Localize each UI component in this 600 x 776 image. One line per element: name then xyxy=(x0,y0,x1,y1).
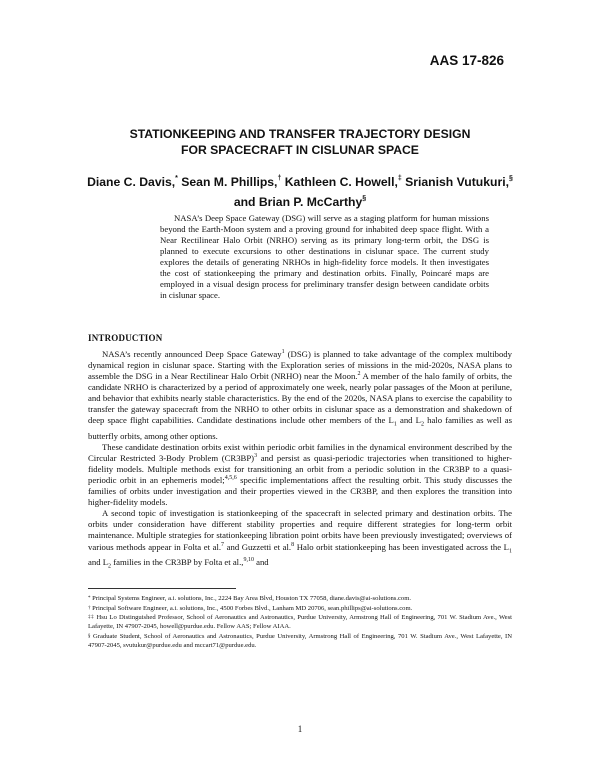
title-line-1: STATIONKEEPING AND TRANSFER TRAJECTORY DESIGN xyxy=(129,127,471,141)
paragraph xyxy=(88,508,512,573)
paper-id: AAS 17-826 xyxy=(429,53,504,68)
text-run: halo families as well as butterfly orbits, among other options. xyxy=(88,415,512,442)
footnote-text: Principal Systems Engineer, a.i. solutions, Inc., 2224 Bay Area Blvd, Houston TX 77058, diane.davis@ai-solutions.com. xyxy=(90,595,412,602)
paragraph xyxy=(88,349,512,442)
author-name: Diane C. Davis, xyxy=(87,175,176,190)
text-run: A member of the halo family of orbits, the candidate NRHO is characterized by a period of approximately one week, nearly polar passages of the Moon at perilune, and behavior that exhibits nearly stable characteristics. By the end of the 2020s, NASA plans to exercise the capability to transfer the gateway spacecraft from the NRHO to other orbits in cislunar space as a demonstration and shakedown of deep space flight capabilities. Candidate destinations include other members of the L xyxy=(88,371,512,426)
author-footnote-mark: ‡ xyxy=(397,175,402,182)
footnote-mark: * xyxy=(88,596,91,601)
introduction-body xyxy=(88,349,512,573)
subscript: 1 xyxy=(509,548,512,555)
author-footnote-mark: † xyxy=(277,175,282,182)
citation-mark: 1 xyxy=(281,349,285,355)
footnote-text: Graduate Student, School of Aeronautics and Astronautics, Purdue University, Armstrong Hall of Engineering, 701 W. Stadium Ave., West Lafayette, IN 47907-2045, svutukur@purdue.edu and mccart71@purdue.edu. xyxy=(88,632,512,649)
text-run: These candidate destination orbits exist within periodic orbit families in the dynamical environment described by the Circular Restricted 3-Body Problem (CR3BP) xyxy=(88,442,512,464)
author-name: Sean M. Phillips, xyxy=(177,175,278,190)
citation-mark: 2 xyxy=(357,371,361,378)
footnote-divider xyxy=(88,588,236,589)
citation-mark: 3 xyxy=(254,453,258,460)
title-line-2: FOR SPACECRAFT IN CISLUNAR SPACE xyxy=(181,143,419,157)
text-run: and Guzzetti et al. xyxy=(224,541,292,552)
footnote xyxy=(88,614,512,631)
footnote xyxy=(88,605,512,614)
paragraph xyxy=(88,442,512,508)
footnote-mark: † xyxy=(88,605,91,611)
citation-mark: 8 xyxy=(291,541,295,548)
text-run: families in the CR3BP by Folta et al., xyxy=(111,557,244,568)
citation-mark: 7 xyxy=(221,541,225,548)
author-line-1 xyxy=(0,171,600,191)
author-name: Srianish Vutukuri, xyxy=(401,175,509,190)
author-list xyxy=(0,171,600,211)
footnote-text: Principal Software Engineer, a.i. solutions, Inc., 4500 Forbes Blvd., Lanham MD 20706, sean.phillips@ai-solutions.com. xyxy=(90,604,413,612)
footnote xyxy=(88,595,512,604)
author-name: and Brian P. McCarthy xyxy=(233,195,363,210)
footnote-mark: ‡‡ xyxy=(88,615,95,621)
page-number: 1 xyxy=(297,724,303,734)
text-run: and L xyxy=(396,415,421,426)
subscript: 2 xyxy=(420,422,424,429)
paper-title xyxy=(0,126,600,158)
subscript: 1 xyxy=(393,422,397,429)
footnote-text: Hsu Lo Distinguished Professor, School of Aeronautics and Astronautics, Purdue University, Armstrong Hall of Engineering, 701 W. Stadium Ave., West Lafayette, IN 47907-2045, howell@purdue.edu. Fellow AAS; Fellow AIAA. xyxy=(88,614,512,631)
citation-mark: 9,10 xyxy=(243,557,254,564)
author-footnote-mark: * xyxy=(175,175,178,182)
citation-mark: 4,5,6 xyxy=(224,475,237,482)
subscript: 2 xyxy=(108,564,112,571)
text-run: and xyxy=(253,557,269,568)
footnote xyxy=(88,633,512,650)
abstract-text: NASA’s Deep Space Gateway (DSG) will serve as a staging platform for human missions beyond the Earth-Moon system and a proving ground for inhabited deep space flight. With a Near Rectilinear Halo Orbit (NRHO) serving as its primary long-term orbit, the DSG is planned to execute excursions to other destinations in cislunar space. The current study explores the details of generating NRHOs in high-fidelity force models. It then investigates the cost of stationkeeping the primary and destination orbits. Finally, Poincaré maps are employed in a visual design process for preliminary transfer design between candidate orbits in cislunar space. xyxy=(160,213,489,301)
text-run: specific implementations affect the resulting orbit. This study discusses the families of orbits under investigation and their properties viewed in the CR3BP, and then explores the transition into higher-fidelity models. xyxy=(88,475,512,508)
text-run: and L xyxy=(88,557,109,568)
footnotes xyxy=(88,595,512,651)
section-heading-introduction: INTRODUCTION xyxy=(88,333,163,343)
text-run: NASA’s recently announced Deep Space Gateway xyxy=(102,349,282,359)
text-run: (DSG) is planned to take advantage of the complex multibody dynamical region in cislunar space. Starting with the Exploration series of missions in the mid-2020s, NASA plans to assemble the DSG in a Near Rectilinear Halo Orbit (NRHO) near the Moon. xyxy=(88,349,512,382)
text-run: and persist as quasi-periodic trajectories when transitioned to higher-fidelity models. Multiple methods exist for transitioning an orbit from a periodic solution in the CR3BP to a quasi-periodic orbit in an ephemeris model; xyxy=(88,453,513,486)
abstract xyxy=(160,213,489,301)
author-footnote-mark: § xyxy=(362,195,367,203)
author-name: Kathleen C. Howell, xyxy=(281,175,398,190)
text-run: Halo orbit stationkeeping has been investigated across the L xyxy=(294,541,509,552)
footnote-mark: § xyxy=(88,633,91,639)
text-run: A second topic of investigation is stationkeeping of the spacecraft in selected primary and destination orbits. The orbits under consideration have different stability properties and require different strategies for long-term orbit maintenance. Multiple strategies for stationkeeping libration point orbits have been previously investigated; overviews of various methods appear in Folta et al. xyxy=(88,508,512,552)
author-footnote-mark: § xyxy=(508,175,513,182)
author-line-2 xyxy=(0,191,600,211)
